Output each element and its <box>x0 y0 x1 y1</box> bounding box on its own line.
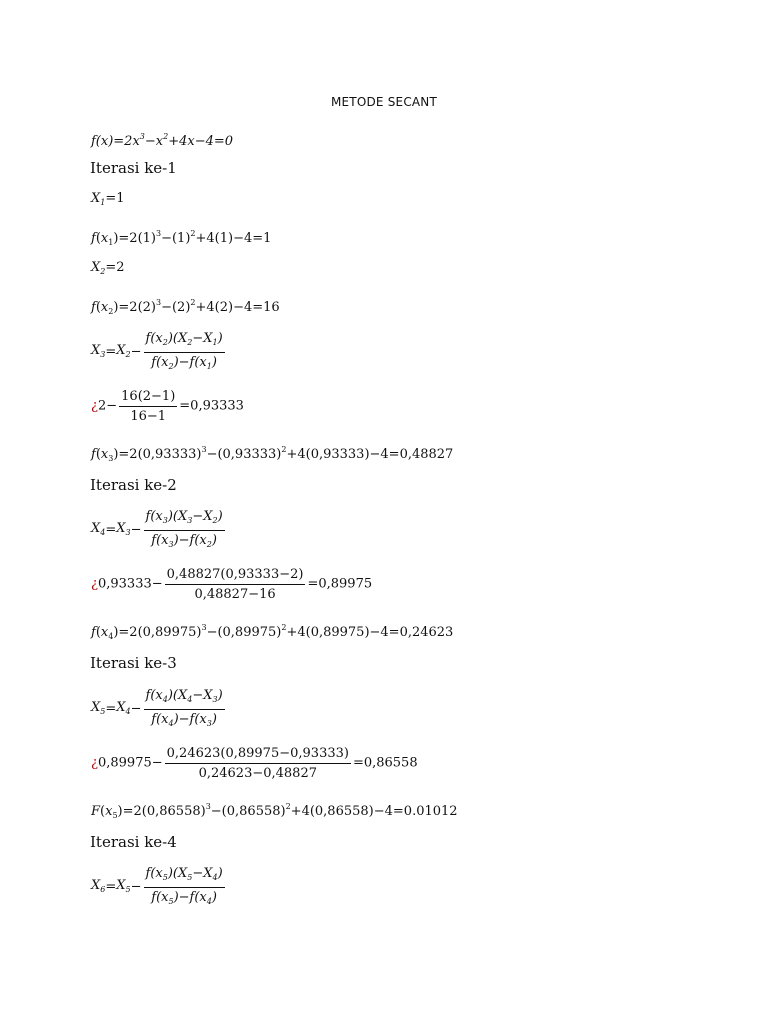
x5-result: =0,86558 <box>352 755 418 771</box>
x5-formula: $X_5=X_4-$ $\frac{f(x_4)(X_4-X_3)}{f(x_4)-f(x_3)}$ <box>91 686 227 733</box>
x5-calc-fraction: $\frac{0,24623(0,89975-0,93333)}{0,24623-0,48827}$ <box>166 746 349 781</box>
x3-result: =0,93333 <box>179 398 244 414</box>
x1-value: 1 <box>116 191 125 206</box>
x3-calc-fraction: $\frac{16(2-1)}{16-1}$ <box>121 389 176 424</box>
fx5-evaluation: $F(x_5)=2(0,86558)^3-(0,86558)^2+4(0,86558)-4=0.01012$ <box>91 802 458 820</box>
fx4-evaluation: $f(x_4)=2(0,89975)^3-(0,89975)^2+4(0,89975)-4=0,24623$ <box>91 623 454 641</box>
heading-iterasi-1: Iterasi ke-1 <box>90 159 177 177</box>
x4-calculation: ¿0,93333− $\frac{0,48827(0,93333-2)}{0,48827-16}$ =0,89975 <box>91 567 373 602</box>
x6-fraction: $\frac{f(x_5)(X_5-X_4)}{f(x_5)-f(x_4)}$ <box>145 866 223 906</box>
x3-formula: $X_3=X_2-$ $\frac{f(x_2)(X_2-X_1)}{f(x_2)-f(x_1)}$ <box>91 329 227 376</box>
x4-result: =0,89975 <box>307 576 373 592</box>
x3-calculation: ¿2− $\frac{16(2-1)}{16-1}$ =0,93333 <box>91 389 244 424</box>
x4-fraction: $\frac{f(x_3)(X_3-X_2)}{f(x_3)-f(x_2)}$ <box>145 509 223 549</box>
x2-assignment: $X_2=2$ <box>91 260 125 276</box>
x6-formula: $X_6=X_5-$ $\frac{f(x_5)(X_5-X_4)}{f(x_5)-f(x_4)}$ <box>91 864 227 911</box>
x2-value: 2 <box>116 260 125 275</box>
x1-assignment: $X_1=1$ <box>91 191 125 207</box>
fx1-evaluation: $f(x_1)=2(1)^3-(1)^2+4(1)-4=1$ <box>91 229 272 247</box>
function-definition: $f(x)=2x^3-x^2+4x-4=0$ <box>91 132 234 149</box>
fx3-evaluation: $f(x_3)=2(0,93333)^3-(0,93333)^2+4(0,93333)-4=0,48827$ <box>91 445 454 463</box>
heading-iterasi-2: Iterasi ke-2 <box>90 476 177 494</box>
x4-calc-fraction: $\frac{0,48827(0,93333-2)}{0,48827-16}$ <box>166 567 304 602</box>
x4-formula: $X_4=X_3-$ $\frac{f(x_3)(X_3-X_2)}{f(x_3)-f(x_2)}$ <box>91 507 227 554</box>
heading-iterasi-4: Iterasi ke-4 <box>90 833 177 851</box>
x5-calculation: ¿0,89975− $\frac{0,24623(0,89975-0,93333)}{0,24623-0,48827}$ =0,86558 <box>91 746 418 781</box>
x3-fraction: $\frac{f(x_2)(X_2-X_1)}{f(x_2)-f(x_1)}$ <box>145 331 223 371</box>
heading-iterasi-3: Iterasi ke-3 <box>90 654 177 672</box>
x5-fraction: $\frac{f(x_4)(X_4-X_3)}{f(x_4)-f(x_3)}$ <box>145 688 223 728</box>
fx2-evaluation: $f(x_2)=2(2)^3-(2)^2+4(2)-4=16$ <box>91 298 280 316</box>
document-title: METODE SECANT <box>330 95 438 109</box>
